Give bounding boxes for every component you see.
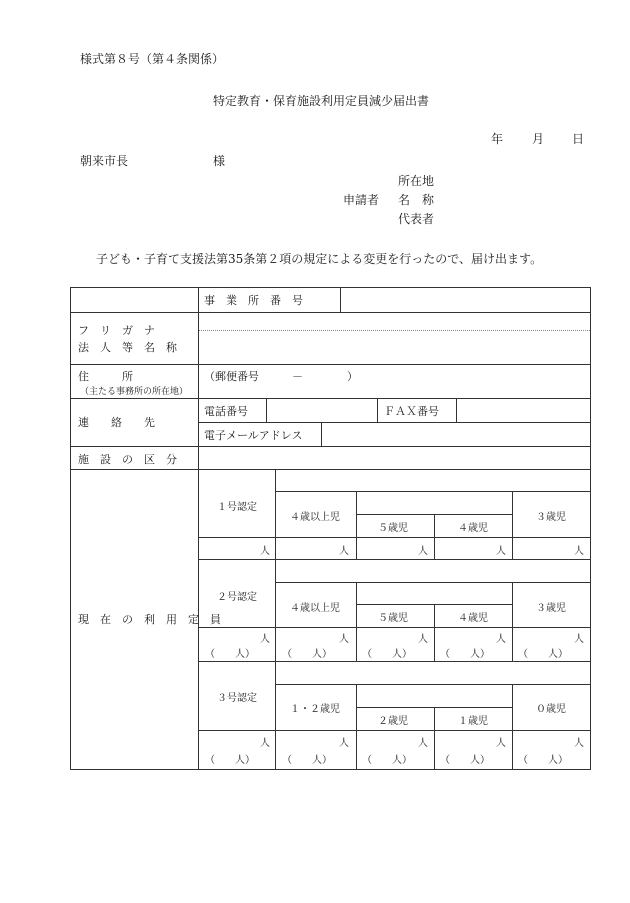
applicant-address: 所在地 [398, 174, 435, 188]
cert1-label: １号認定 [217, 502, 257, 513]
cert3-sub-2: （ 人） [282, 755, 332, 766]
statement: 子ども・子育て支援法第35条第２項の規定による変更を行ったので、届け出ます。 [96, 252, 543, 266]
postal-field[interactable]: （郵便番号 － ） [204, 370, 358, 383]
fax-field[interactable] [458, 404, 588, 420]
cert2-unit-4: 人 [496, 634, 506, 645]
phone-field[interactable] [268, 404, 376, 420]
cert1-over4: ４歳以上児 [290, 512, 340, 523]
cert3-unit-4: 人 [496, 738, 506, 749]
corp-name-field[interactable] [200, 332, 588, 362]
cert1-age5: ５歳児 [378, 523, 408, 534]
corp-name-label: 法 人 等 名 称 [78, 341, 177, 354]
facility-type-label: 施 設 の 区 分 [78, 453, 177, 466]
facility-type-field[interactable] [200, 448, 588, 468]
applicant-name: 名 称 [398, 193, 435, 207]
cert2-age4: ４歳児 [458, 613, 488, 624]
cert2-sub-5: （ 人） [518, 649, 568, 660]
cert3-unit-2: 人 [339, 738, 349, 749]
cert3-age2: ２歳児 [378, 716, 408, 727]
fax-label: ＦＡＸ番号 [384, 405, 439, 418]
cert2-sub-3: （ 人） [362, 649, 412, 660]
cert3-sub-4: （ 人） [440, 755, 490, 766]
cert2-age3: ３歳児 [536, 603, 566, 614]
email-label: 電子メールアドレス [204, 429, 303, 442]
cert3-sub-3: （ 人） [362, 755, 412, 766]
cert2-unit-5: 人 [574, 634, 584, 645]
furigana-field[interactable] [200, 314, 588, 329]
cert1-unit-1: 人 [260, 546, 270, 557]
applicant-label: 申請者 [343, 193, 380, 207]
cert1-unit-4: 人 [496, 546, 506, 557]
cert3-unit-5: 人 [574, 738, 584, 749]
cert3-age1: １歳児 [458, 716, 488, 727]
cert2-unit-2: 人 [339, 634, 349, 645]
address-label: 住 所 [78, 370, 133, 383]
cert3-ages12: １・２歳児 [290, 704, 340, 715]
cert2-over4: ４歳以上児 [290, 603, 340, 614]
email-field[interactable] [323, 428, 588, 444]
cert1-age3: ３歳児 [536, 512, 566, 523]
cert2-sub-2: （ 人） [282, 649, 332, 660]
cert2-unit-1: 人 [260, 634, 270, 645]
date-day: 日 [572, 132, 585, 146]
phone-label: 電話番号 [204, 405, 248, 418]
cert1-unit-5: 人 [574, 546, 584, 557]
date-month: 月 [532, 132, 545, 146]
office-number-label: 事 業 所 番 号 [204, 294, 303, 307]
cert1-age4: ４歳児 [458, 523, 488, 534]
cert2-sub-4: （ 人） [440, 649, 490, 660]
contact-label: 連 絡 先 [78, 416, 155, 429]
cert2-label: ２号認定 [217, 592, 257, 603]
applicant-rep: 代表者 [398, 212, 435, 226]
cert3-unit-1: 人 [260, 738, 270, 749]
cert3-label: ３号認定 [217, 693, 257, 704]
cert3-age0: ０歳児 [536, 704, 566, 715]
cert1-unit-2: 人 [339, 546, 349, 557]
cert2-age5: ５歳児 [378, 613, 408, 624]
page-title: 特定教育・保育施設利用定員減少届出書 [213, 94, 430, 108]
cert3-sub-5: （ 人） [518, 755, 568, 766]
addressee-honorific: 様 [213, 154, 226, 168]
cert1-unit-3: 人 [418, 546, 428, 557]
furigana-label: フ リ ガ ナ [78, 324, 155, 337]
current-capacity-label: 現 在 の 利 用 定 員 [78, 613, 221, 626]
address-sublabel: （主たる事務所の所在地） [80, 387, 189, 397]
addressee-name: 朝来市長 [80, 154, 129, 168]
cert3-sub-1: （ 人） [205, 755, 255, 766]
office-number-field[interactable] [342, 289, 588, 311]
form-id: 様式第８号（第４条関係） [80, 52, 225, 66]
cert2-sub-1: （ 人） [205, 649, 255, 660]
cert3-unit-3: 人 [418, 738, 428, 749]
date-year: 年 [491, 132, 504, 146]
cert2-unit-3: 人 [418, 634, 428, 645]
